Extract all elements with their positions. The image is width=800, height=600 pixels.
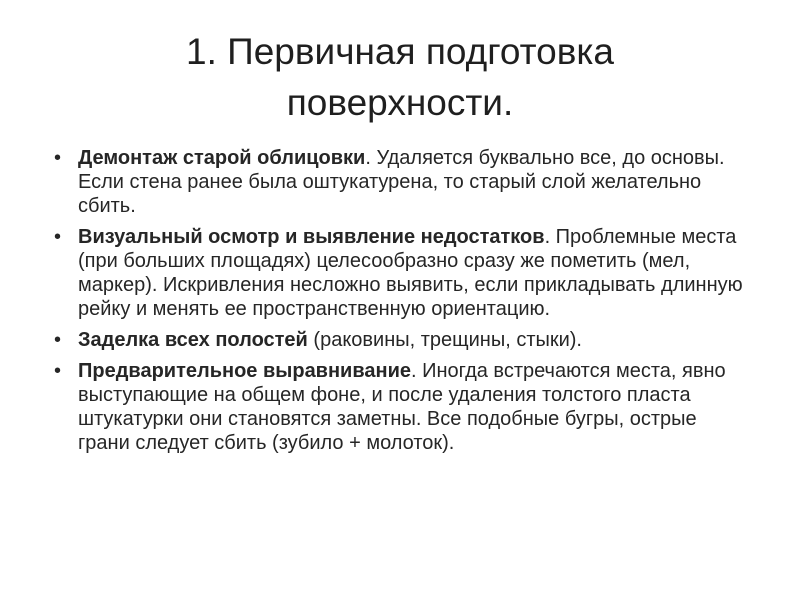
bullet-dot-icon: • [54, 147, 62, 169]
bullet-text: . Иногда встречаются места, явно выступающие на общем фоне, и после удаления толстого пласта штукатурки они становятся заметны. Все подобные бугры, острые грани следует сбить (зубило + молоток). [78, 360, 726, 454]
bullet-item-dismantling [52, 146, 752, 218]
bullet-dot-icon: • [54, 329, 62, 351]
bullet-item-inspection [52, 225, 752, 321]
slide-title-line-2: поверхности. [286, 82, 514, 123]
bullet-lead: Заделка всех полостей [78, 329, 308, 351]
bullet-list [52, 146, 752, 462]
bullet-dot-icon: • [54, 226, 62, 248]
bullet-text: . Удаляется буквально все, до основы. Если стена ранее была оштукатурена, то старый слой желательно сбить. [78, 147, 725, 217]
slide-title [60, 26, 740, 128]
bullet-text: (раковины, трещины, стыки). [307, 329, 582, 351]
bullet-dot-icon: • [54, 360, 62, 382]
bullet-text: . Проблемные места (при больших площадях) целесообразно сразу же пометить (мел, маркер). Искривления несложно выявить, если прикладывать длинную рейку и менять ее пространственную ориентацию. [78, 226, 743, 320]
bullet-lead: Демонтаж старой облицовки [78, 147, 366, 169]
bullet-lead: Предварительное выравнивание [78, 360, 412, 382]
bullet-lead: Визуальный осмотр и выявление недостатков [78, 226, 545, 248]
bullet-item-filling [52, 328, 752, 352]
bullet-item-leveling [52, 359, 752, 455]
slide-title-line-1: 1. Первичная подготовка [186, 31, 614, 72]
